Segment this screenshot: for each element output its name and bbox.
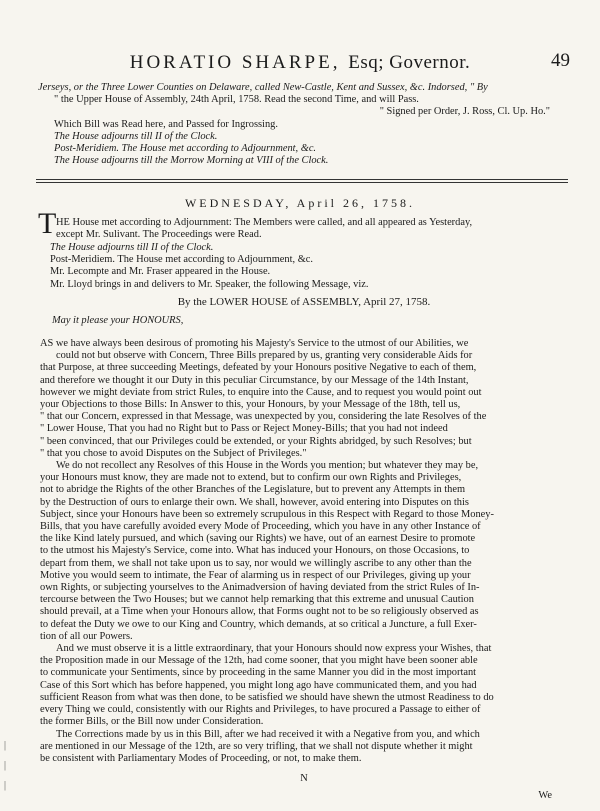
text-line: Mr. Lloyd brings in and delivers to Mr. Speaker, the following Message, viz. [50, 278, 369, 290]
text-line: Bills, that you have carefully avoided every Mode of Proceeding, which you have in any other Instance of [40, 521, 481, 533]
text-line: Post-Meridiem. The House met according to Adjournment, &c. [54, 143, 317, 155]
text-line: to defeat the Duty we owe to our King and Country, which demands, at so critical a Juncture, a full Exer- [40, 618, 477, 630]
page-number: 49 [551, 50, 570, 71]
message-body [40, 338, 570, 765]
divider-rule [36, 182, 568, 183]
text-line: " that our Concern, expressed in that Message, was unexpected by you, considering the late Resolves of the [40, 411, 487, 423]
text-line: are mentioned in our Message of the 12th, are so very trifling, that we shall not dispute whether it might [40, 740, 473, 752]
text-line: " been convinced, that our Privileges could be extended, or your Rights abridged, by such Resolves; but [40, 435, 472, 447]
text-line: be consistent with Parliamentary Modes of Proceeding, or not, to make them. [40, 752, 362, 764]
text-line: however we might deviate from strict Rules, to enquire into the Cause, and to request you would point out [40, 386, 482, 398]
text-line: every Thing we could, consistently with our Rights and Privileges, to have procured a Passage to either of [40, 704, 481, 716]
text-line: depart from them, we shall not take upon us to say, nor would we willingly ascribe to any other than the [40, 557, 472, 569]
text-line: The House adjourns till II of the Clock. [54, 130, 218, 142]
text-line: that Purpose, at three succeeding Meetings, defeated by your Honours positive Negative to each of them, [40, 362, 477, 374]
text-line: Post-Meridiem. The House met according to Adjournment, &c. [50, 254, 313, 266]
text-line: " Lower House, That you had no Right but to Pass or Reject Money-Bills; that you had not indeed [40, 423, 448, 435]
text-line: We do not recollect any Resolves of this House in the Words you mention; but whatever they may be, [56, 460, 479, 472]
text-line: to the utmost his Majesty's Service, come into. What has induced your Honours, on those Occasions, to [40, 545, 470, 557]
text-line: Mr. Lecompte and Mr. Fraser appeared in the House. [50, 266, 271, 278]
text-line: could not but observe with Concern, Three Bills prepared by us, granting very considerable Aids for [56, 350, 473, 362]
divider-rule [36, 179, 568, 180]
text-line: except Mr. Sulivant. The Proceedings were Read. [56, 229, 262, 241]
text-line: the Proposition made in our Message of the 12th, had come sooner, that you might have been sooner able [40, 655, 478, 667]
text-line: AS we have always been desirous of promoting his Majesty's Service to the utmost of our Abilities, we [40, 338, 469, 349]
margin-mark: | [4, 740, 7, 751]
text-line: the former Bills, or the Bill now under Consideration. [40, 716, 264, 728]
text-line: tion of all our Powers. [40, 630, 133, 642]
margin-mark: | [4, 760, 7, 771]
catchword: We [538, 790, 552, 801]
text-line: your Objections to those Bills: In Answer to this, your Honours, by your Message of the 18th, tell us, [40, 399, 461, 411]
top-block [38, 82, 570, 167]
session-block [56, 217, 570, 241]
text-line: by the Destruction of ours to enlarge their own. We shall, however, avoid entering into Disputes on this [40, 496, 469, 508]
text-line: The House adjourns till II of the Clock. [50, 242, 214, 253]
date-heading: WEDNESDAY, April 26, 1758. [184, 196, 415, 210]
signature-mark: N [300, 773, 308, 784]
text-line: Case of this Sort which has before happened, you might long ago have communicated them, and you had [40, 679, 477, 691]
text-line: Motive you would seem to intimate, the Fear of alarming us in respect of our Privileges, giving up your [40, 569, 471, 581]
text-line: and therefore we thought it our Duty in this peculiar Circumstance, by our Message of the 14th Instant, [40, 374, 469, 386]
drop-cap: T [38, 207, 57, 240]
message-heading: By the LOWER HOUSE of ASSEMBLY, April 27, 1758. [177, 296, 431, 308]
text-line: own Rights, or subjecting yourselves to the Animadversion of having deviated from the strict Rules of In- [40, 582, 480, 594]
text-line: Subject, since your Honours have been so extremely scrupulous in this Respect with Regard to those Money- [40, 508, 494, 520]
text-line: Which Bill was Read here, and Passed for Ingrossing. [54, 118, 278, 130]
salutation: May it please your HONOURS, [52, 315, 184, 326]
text-line: The Corrections made by us in this Bill, after we had received it with a Negative from you, and which [56, 728, 480, 740]
text-line: sufficient Reason from what was then done, to be satisfied we should have shewn the utmost Readiness to do [40, 691, 494, 703]
session-block-cont [50, 242, 570, 291]
text-line: not to abridge the Rights of the other Branches of the Legislature, but to prevent any Attempts in them [40, 484, 466, 496]
text-line: your Honours must know, they are made not to extend, but to confirm our own Rights and Privileges, [40, 472, 462, 484]
text-line: The House adjourns till the Morrow Morning at VIII of the Clock. [54, 155, 329, 167]
text-line: " Signed per Order, J. Ross, Cl. Up. Ho." [379, 106, 550, 118]
text-line: should prevail, at a Time when your Honours allow, that Forms ought not to be so religiously observed as [40, 606, 479, 618]
text-line: Jerseys, or the Three Lower Counties on Delaware, called New-Castle, Kent and Sussex, &c. Indorsed, " By [38, 82, 488, 93]
text-line: " the Upper House of Assembly, 24th April, 1758. Read the second Time, and will Pass. [54, 94, 419, 106]
text-line: " that you chose to avoid Disputes on the Subject of Privileges." [40, 447, 307, 459]
text-line: to communicate your Sentiments, since by proceeding in the same Manner you did in the most important [40, 667, 477, 679]
running-head-title: HORATIO SHARPE, [129, 52, 341, 73]
text-line: the like Kind lately pursued, and which (saving our Rights) we have, out of an earnest Desire to promote [40, 533, 476, 545]
text-line: HE House met according to Adjournment: The Members were called, and all appeared as Yesterday, [56, 217, 473, 228]
text-line: And we must observe it is a little extraordinary, that your Honours should now express your Wishes, that [56, 643, 492, 655]
text-line: tercourse between the Two Houses; but we cannot help remarking that this extreme and unusual Caution [40, 594, 474, 606]
margin-mark: | [4, 780, 7, 791]
running-head [60, 52, 540, 74]
running-head-suffix: Esq; Governor. [348, 52, 471, 73]
